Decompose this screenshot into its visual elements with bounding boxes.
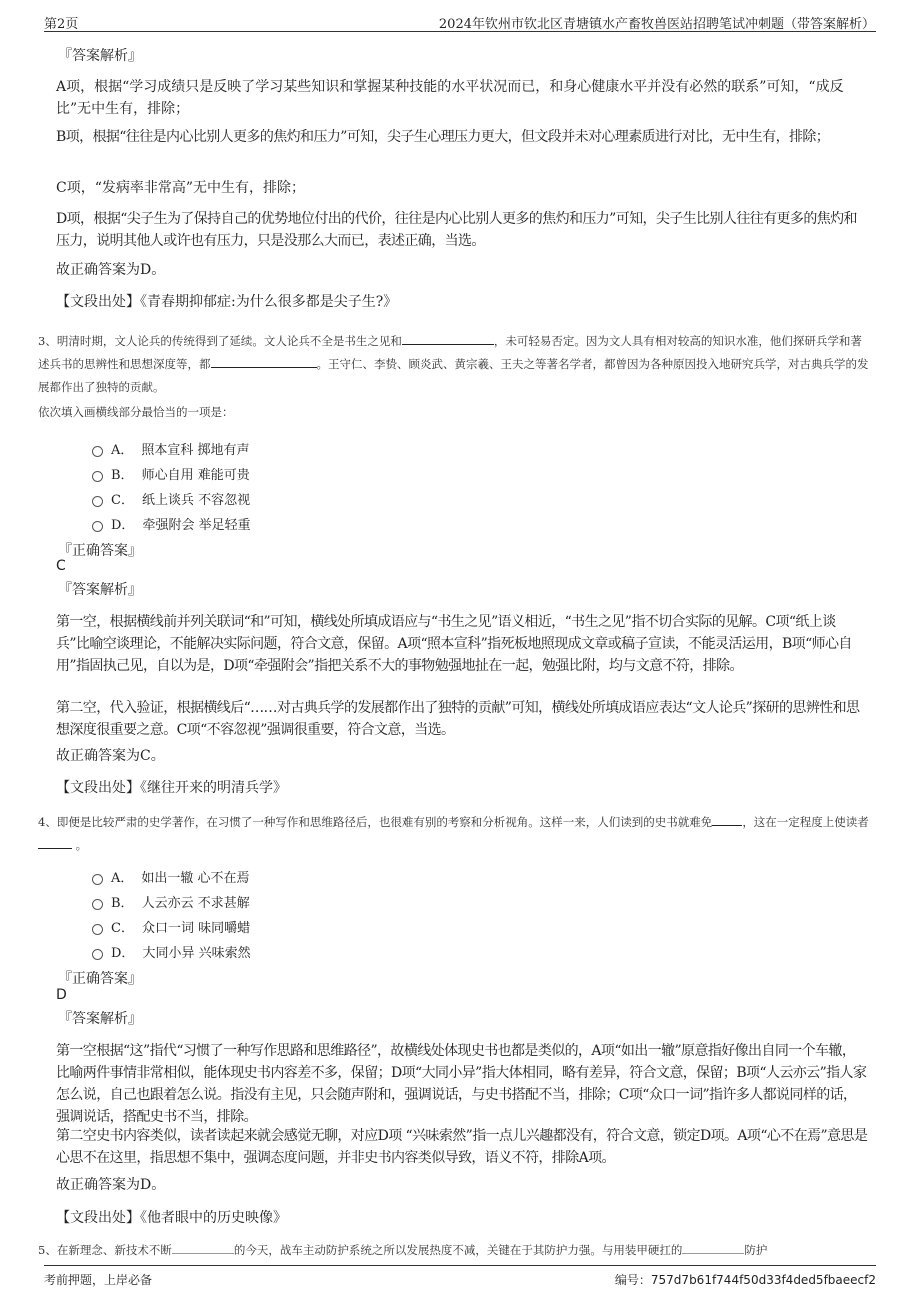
- radio-icon[interactable]: [92, 899, 103, 910]
- q3-option-b[interactable]: B． 师心自用 难能可贵: [92, 464, 250, 483]
- q2-analysis-tag: 『答案解析』: [58, 48, 142, 64]
- q4-stem: 4、即便是比较严肃的史学著作，在习惯了一种写作和思维路径后，也很难有别的考察和分析视角。这样一来，人们读到的史书就难免 ，这在一定程度上使读者 。: [38, 815, 869, 852]
- footer-slogan: 考前押题，上岸必备: [44, 1273, 153, 1287]
- q3-option-c[interactable]: C． 纸上谈兵 不容忽视: [92, 489, 250, 508]
- q3-option-d[interactable]: D． 牵强附会 举足轻重: [92, 514, 251, 533]
- q3-analysis-tag: 『答案解析』: [58, 582, 142, 598]
- q3-correct-answer: C: [56, 558, 66, 574]
- q3-correct-tag: 『正确答案』: [58, 543, 142, 559]
- q2-conclusion: 故正确答案为D。: [56, 262, 166, 278]
- document-code: [615, 1271, 876, 1288]
- q3-analysis-p1: 第一空，根据横线前并列关联词“和”可知，横线处所填成语应与“书生之见”语义相近，“书生之见”指不切合实际的见解。C项“纸上谈兵”比喻空谈理论，不能解决实际问题，符合文意，保留。A项“照本宣科”指死板地照现成文章或稿子宣读，不能灵活运用，B项“师心自用”指固执己见，自以为是，D项“牵强附会”指把关系不大的事物勉强地扯在一起，勉强比附，均与文意不符，排除。: [56, 614, 852, 674]
- q4-blank-1: [712, 813, 742, 826]
- q2-analysis-b: B项，根据“往往是内心比别人更多的焦灼和压力”可知，尖子生心理压力更大，但文段并未对心理素质进行对比，无中生有，排除；: [56, 129, 830, 145]
- q4-correct-tag: 『正确答案』: [58, 971, 142, 987]
- page-number: 第2页: [44, 17, 79, 32]
- document-code-label: 编号：: [614, 1273, 651, 1287]
- q2-source-label: 【文段出处】: [56, 294, 140, 310]
- q2-analysis-c: C项，“发病率非常高”无中生有，排除；: [56, 180, 306, 196]
- radio-icon[interactable]: [92, 446, 103, 457]
- radio-icon[interactable]: [92, 496, 103, 507]
- q3-option-a[interactable]: A． 照本宣科 掷地有声: [92, 439, 250, 458]
- footer-divider: [44, 1265, 876, 1266]
- q2-source-title: 《青春期抑郁症:为什么很多都是尖子生?》: [140, 294, 398, 310]
- q4-source: [56, 1207, 287, 1227]
- q4-option-a[interactable]: A． 如出一辙 心不在焉: [92, 867, 250, 886]
- q2-analysis-a: A项，根据“学习成绩只是反映了学习某些知识和掌握某种技能的水平状况而已，和身心健康水平并没有必然的联系”可知，“成反比”无中生有，排除；: [56, 79, 844, 117]
- q3-blank-2: [211, 355, 317, 368]
- radio-icon[interactable]: [92, 949, 103, 960]
- q4-option-c[interactable]: C． 众口一词 味同嚼蜡: [92, 917, 250, 936]
- q4-blank-2: [38, 836, 72, 849]
- q5-blank-1: [172, 1241, 234, 1254]
- q3-source-title: 《继往开来的明清兵学》: [140, 780, 287, 796]
- header-divider: [44, 31, 876, 32]
- q4-source-title: 《他者眼中的历史映像》: [140, 1210, 287, 1226]
- q3-analysis-p2: 第二空，代入验证，根据横线后“……对古典兵学的发展都作出了独特的贡献”可知，横线处所填成语应表达“文人论兵”探研的思辨性和思想深度很重要之意。C项“不容忽视”强调很重要，符合文意，当选。: [56, 700, 860, 738]
- radio-icon[interactable]: [92, 924, 103, 935]
- q2-analysis-d: D项，根据“尖子生为了保持自己的优势地位付出的代价，往往是内心比别人更多的焦灼和压力”可知，尖子生比别人往往有更多的焦灼和压力，说明其他人或许也有压力，只是没那么大而已，表述正确，当选。: [56, 211, 857, 249]
- q3-source: [56, 777, 287, 797]
- document-title: 2024年钦州市钦北区青塘镇水产畜牧兽医站招聘笔试冲刺题（带答案解析）: [438, 17, 875, 32]
- q4-analysis-tag: 『答案解析』: [58, 1011, 142, 1027]
- q4-analysis-p2: 第二空史书内容类似，读者读起来就会感觉无聊，对应D项 “兴味索然”指一点儿兴趣都没有，符合文意，锁定D项。A项“心不在焉”意思是心思不在这里，指思想不集中，强调态度问题，并非史书内容类似导致，语义不符，排除A项。: [56, 1128, 868, 1166]
- q4-option-b[interactable]: B． 人云亦云 不求甚解: [92, 892, 250, 911]
- radio-icon[interactable]: [92, 471, 103, 482]
- q4-analysis-p1: 第一空根据“这”指代“习惯了一种写作思路和思维路径”，故横线处体现史书也都是类似的，A项“如出一辙”原意指好像出自同一个车辙，比喻两件事情非常相似，能体现史书内容差不多，保留；D项“大同小异”指大体相同，略有差异，符合文意，保留；B项“人云亦云”指人家怎么说，自己也跟着怎么说。指没有主见，只会随声附和，强调说话，与史书搭配不当，排除；C项“众口一词”指许多人都说同样的话，强调说话，搭配史书不当，排除。: [56, 1043, 867, 1125]
- q2-source: [56, 291, 397, 311]
- q3-conclusion: 故正确答案为C。: [56, 748, 165, 764]
- q4-correct-answer: D: [56, 987, 67, 1003]
- radio-icon[interactable]: [92, 874, 103, 885]
- q4-conclusion: 故正确答案为D。: [56, 1177, 166, 1193]
- q3-blank-1: [402, 332, 494, 345]
- q4-option-d[interactable]: D． 大同小异 兴味索然: [92, 942, 251, 961]
- q5-blank-2: [682, 1241, 744, 1254]
- q3-source-label: 【文段出处】: [56, 780, 140, 796]
- document-code-value: 757d7b61f744f50d33f4ded5fbaeecf2: [650, 1273, 876, 1287]
- q5-stem: 5、在新理念、新技术不断 的今天，战车主动防护系统之所以发展热度不减，关键在于其防护力强。与用装甲硬扛的 防护: [38, 1243, 768, 1257]
- q4-source-label: 【文段出处】: [56, 1210, 140, 1226]
- q3-stem: 3、明清时期，文人论兵的传统得到了延续。文人论兵不全是书生之见和 ，未可轻易否定。因为文人具有相对较高的知识水准，他们探研兵学和著述兵书的思辨性和思想深度等，都 。王守仁、李贽、顾炎武、黄宗羲、王夫之等著名学者，都曾因为各种原因投入地研究兵学，对古典兵学的发展都作出了独特的贡献。: [38, 334, 869, 394]
- radio-icon[interactable]: [92, 521, 103, 532]
- q3-prompt: 依次填入画横线部分最恰当的一项是：: [38, 405, 234, 419]
